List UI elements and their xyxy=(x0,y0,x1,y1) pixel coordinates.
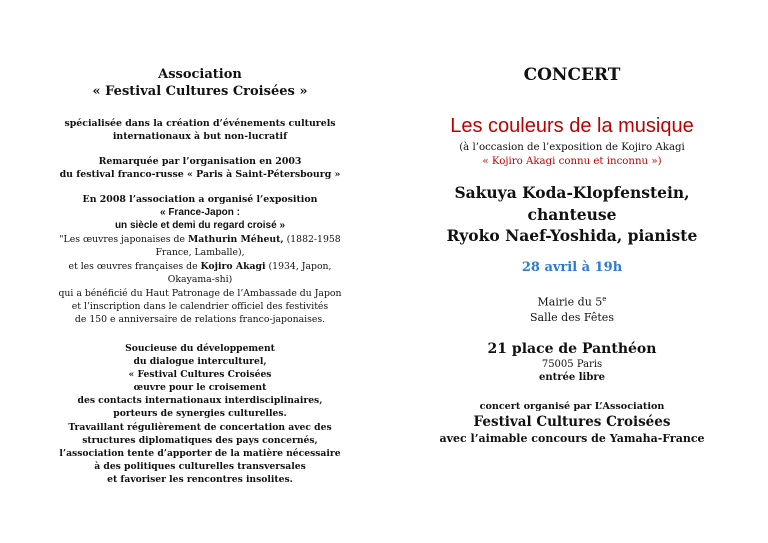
organiser-name: Festival Cultures Croisées xyxy=(473,414,671,430)
mission-line: « Festival Cultures Croisées xyxy=(128,369,272,381)
exhibition-2008 xyxy=(44,193,356,232)
association-title xyxy=(44,66,356,100)
works-line: de 150 e anniversaire de relations franco-japonaises. xyxy=(74,314,326,326)
works-line: et l’inscription dans le calendrier officiel des festivités xyxy=(71,301,329,313)
mission-line: porteurs de synergies culturelles. xyxy=(113,408,287,420)
works-line: et les œuvres françaises de Kojiro Akagi (1934, Japon, xyxy=(68,260,332,272)
specialisation-line: spécialisée dans la création d’événements culturels xyxy=(64,118,336,129)
artist-meheut: Mathurin Méheut, xyxy=(187,234,284,245)
exhibition-occasion xyxy=(430,141,714,169)
exhibition-description xyxy=(44,233,356,327)
postcode: 75005 Paris xyxy=(541,359,603,370)
works-line: Okayama-shi) xyxy=(167,274,233,286)
venue-address: 21 place de Panthéon xyxy=(487,341,657,357)
concert-date: 28 avril à 19h xyxy=(521,260,623,275)
remarked-line: du festival franco-russe « Paris à Saint-Pétersbourg » xyxy=(59,169,341,180)
sponsor-line: avec l’aimable concours de Yamaha-France xyxy=(439,432,705,445)
association-title-line: Association xyxy=(158,67,242,82)
occasion-exhibition-title: « Kojiro Akagi connu et inconnu ») xyxy=(482,156,662,167)
venue xyxy=(430,292,714,325)
mission-line: à des politiques culturelles transversales xyxy=(94,460,306,472)
specialisation-line: internationaux à but non-lucratif xyxy=(112,131,288,142)
mission-line: œuvre pour le croisement xyxy=(133,382,267,394)
organiser-line: concert organisé par L’Association xyxy=(479,401,665,412)
mission-line: du dialogue interculturel, xyxy=(133,356,267,368)
mission-line: l’association tente d’apporter de la matière nécessaire xyxy=(59,447,341,459)
artist-akagi: Kojiro Akagi xyxy=(200,260,266,272)
works-line: France, Lamballe), xyxy=(155,247,245,259)
exhibition-title-line: un siècle et demi du regard croisé » xyxy=(114,220,286,231)
venue-hall: Salle des Fêtes xyxy=(530,310,614,324)
works-line: "Les œuvres japonaises de Mathurin Méheut, (1882-1958 xyxy=(59,234,341,245)
mission-line: structures diplomatiques des pays concernés, xyxy=(82,434,318,446)
concert-title: Les couleurs de la musique xyxy=(450,115,694,137)
mission-line: Soucieuse du développement xyxy=(125,343,275,354)
performer-pianist: Ryoko Naef-Yoshida, pianiste xyxy=(446,226,698,245)
venue-line: Mairie du 5e xyxy=(537,295,607,309)
association-mission xyxy=(44,342,356,486)
association-name: « Festival Cultures Croisées » xyxy=(92,84,308,99)
mission-line: Travaillant régulièrement de concertation avec des xyxy=(68,421,332,433)
association-specialisation xyxy=(44,117,356,143)
performers xyxy=(430,182,714,247)
works-line: qui a bénéficié du Haut Patronage de l’Ambassade du Japon xyxy=(58,287,342,299)
performer-singer: Sakuya Koda-Klopfenstein, xyxy=(454,183,690,202)
exhibition-title-line: « France-Japon : xyxy=(159,207,241,218)
remarked-line: Remarquée par l’organisation en 2003 xyxy=(98,156,302,167)
mission-line: et favoriser les rencontres insolites. xyxy=(107,473,293,485)
performer-role: chanteuse xyxy=(527,204,617,224)
concert-heading: CONCERT xyxy=(523,65,621,85)
occasion-line: (à l’occasion de l’exposition de Kojiro Akagi xyxy=(459,142,685,153)
postcode-entry xyxy=(430,358,714,384)
mission-line: des contacts internationaux interdisciplinaires, xyxy=(77,395,323,407)
entry-free: entrée libre xyxy=(539,372,605,383)
exhibition-intro: En 2008 l’association a organisé l’exposition xyxy=(82,194,318,205)
association-2003-festival xyxy=(44,155,356,181)
